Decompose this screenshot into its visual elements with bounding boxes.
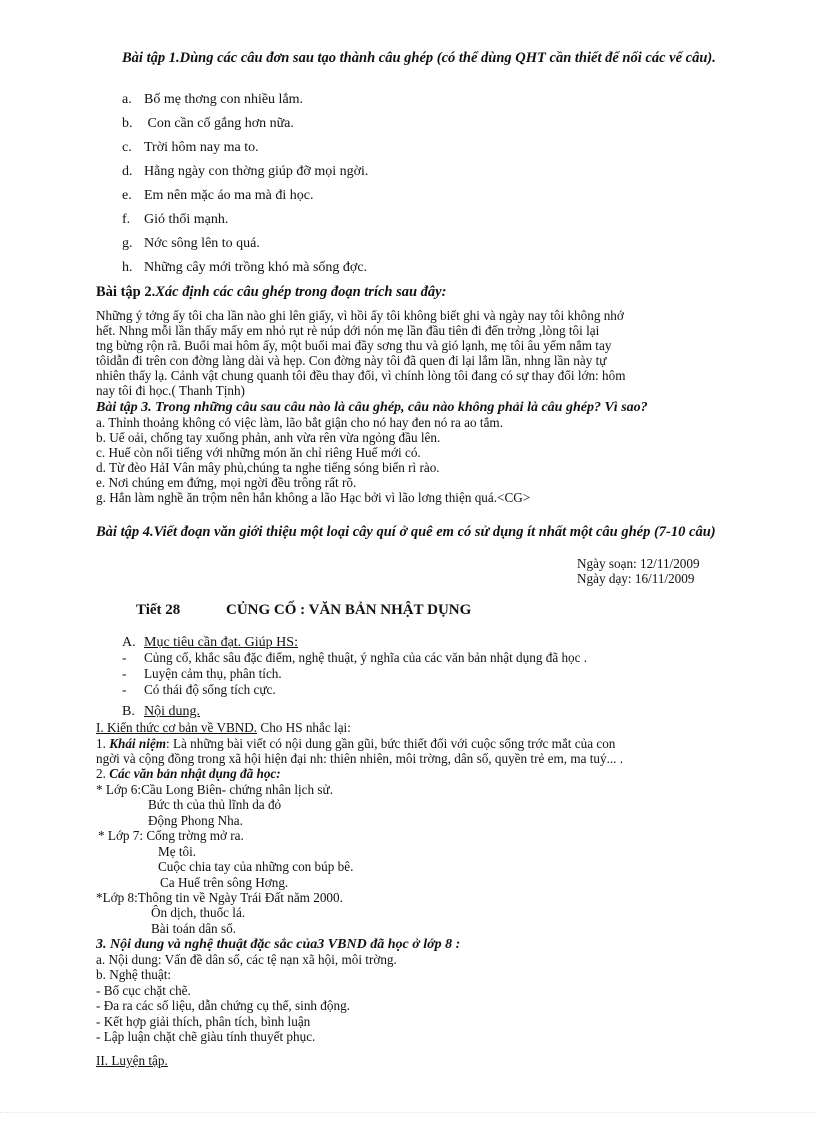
section-marker: B. (122, 704, 135, 719)
section-3-line: a. Nội dung: Vấn đề dân số, các tệ nạn xã hội, môi trờng. (96, 952, 397, 967)
list-item-text: Luyện cảm thụ, phân tích. (144, 666, 282, 681)
list-item (122, 260, 367, 275)
list-marker: h. (122, 260, 133, 275)
list-marker: d. (122, 164, 133, 179)
definition-text: : Là những bài viết có nội dung gần gũi, bức thiết đối với cuộc sống trớc mắt của con (165, 736, 616, 751)
texts-label: Các văn bản nhật dụng đã học: (109, 766, 281, 781)
grade-8-item: Thông tin về Ngày Trái Đất năm 2000. (137, 890, 343, 905)
section-3-line: - Bố cục chặt chẽ. (96, 983, 191, 998)
passage-line: tng bừng rộn rã. Buổi mai hôm ấy, một buổi mai đầy sơng thu và gió lạnh, mẹ tôi âu yếm nắm tay (96, 338, 612, 353)
grade-6-item: Động Phong Nha. (148, 813, 243, 828)
section-3-line: b. Nghệ thuật: (96, 967, 172, 982)
part-1-heading (96, 721, 351, 736)
list-marker: a. (122, 92, 132, 107)
list-marker: b. (122, 116, 133, 131)
page-bottom-divider (0, 1112, 816, 1113)
exercise-3-line: a. Thỉnh thoảng không có việc làm, lão bắt giận cho nó hay đen nó ra ao tắm. (96, 415, 503, 430)
passage-line: hết. Nhng mỗi lần thấy mấy em nhỏ rụt rè núp dới nón mẹ lần đầu tiên đi đến trờng ,lòng tôi lại (96, 323, 600, 338)
list-item (122, 236, 260, 251)
exercise-3-line: e. Nơi chúng em đứng, mọi ngời đều trông rất rõ. (96, 475, 357, 490)
section-heading-text: Nội dung. (144, 704, 200, 719)
list-item-text: Những cây mới trồng khó mà sống đợc. (144, 260, 368, 275)
list-marker: e. (122, 188, 132, 203)
texts-heading (96, 767, 281, 782)
grade-7-item: Cổng trờng mở ra. (143, 828, 244, 843)
lesson-title: CỦNG CỐ : VĂN BẢN NHẬT DỤNG (226, 602, 472, 618)
grade-6-label: * Lớp 6: (96, 782, 142, 797)
list-item (122, 116, 294, 131)
list-item (122, 667, 282, 682)
grade-7-item: Mẹ tôi. (158, 844, 197, 859)
texts-num: 2. (96, 766, 106, 781)
section-3-line: - Kết hợp giải thích, phân tích, bình luận (96, 1014, 311, 1029)
exercise-3-line: b. Uể oải, chống tay xuống phản, anh vừa rên vừa ngỏng đầu lên. (96, 430, 441, 445)
definition-num: 1. (96, 736, 106, 751)
section-3-line: - Đa ra các số liệu, dẫn chứng cụ thể, sinh động. (96, 998, 350, 1013)
grade-7-item: Ca Huế trên sông Hơng. (160, 875, 289, 890)
list-item-text: Gió thổi mạnh. (144, 212, 229, 227)
list-item (122, 92, 303, 107)
list-item (122, 651, 587, 666)
list-item-text: Củng cố, khắc sâu đặc điểm, nghệ thuật, ý nghĩa của các văn bản nhật dụng đã học . (144, 650, 588, 665)
dash-marker: - (122, 650, 127, 665)
exercise-3-title: Bài tập 3. Trong những câu sau câu nào là câu ghép, câu nào không phải là câu ghép? Vì sao? (96, 400, 648, 415)
definition-line: ngời và cộng đồng trong xã hội hiện đại nh: thiên nhiên, môi trờng, dân số, quyền trẻ em, ma tuý... . (96, 751, 624, 766)
exercise-2-title (96, 284, 446, 301)
list-item (122, 164, 368, 179)
part-1-title: I. Kiến thức cơ bản về VBND. (96, 720, 258, 735)
list-marker: c. (122, 140, 132, 155)
grade-6-item: Bức th của thủ lĩnh da đỏ (148, 797, 282, 812)
definition-line (96, 737, 615, 752)
list-marker: g. (122, 236, 133, 251)
list-item-text: Con cần cố gắng hơn nữa. (144, 116, 294, 131)
grade-6-line (96, 783, 333, 798)
grade-8-item: Ôn dịch, thuốc lá. (151, 905, 246, 920)
dash-marker: - (122, 682, 127, 697)
dash-marker: - (122, 666, 127, 681)
lesson-number: Tiết 28 (136, 602, 181, 618)
grade-8-item: Bài toán dân số. (151, 921, 236, 936)
exercise-3-line: c. Huế còn nổi tiếng với những món ăn chỉ riêng Huế mới có. (96, 445, 421, 460)
section-3-title: 3. Nội dung và nghệ thuật đặc sắc của3 VBND đã học ở lớp 8 : (96, 937, 461, 952)
list-item-text: Nớc sông lên to quá. (144, 236, 260, 251)
exercise-1-title: Bài tập 1.Dùng các câu đơn sau tạo thành câu ghép (có thể dùng QHT cần thiết để nối các vế câu). (122, 50, 716, 66)
section-3-line: - Lập luận chặt chẽ giàu tính thuyết phục. (96, 1029, 316, 1044)
grade-6-item: Cầu Long Biên- chứng nhân lịch sử. (141, 782, 334, 797)
section-a-heading (122, 635, 298, 650)
grade-7-line (98, 829, 244, 844)
grade-7-label: * Lớp 7: (98, 828, 144, 843)
list-item (122, 188, 314, 203)
exercise-2-text: Xác định các câu ghép trong đoạn trích sau đây: (155, 284, 447, 300)
part-1-note: Cho HS nhắc lại: (257, 720, 351, 735)
list-item (122, 140, 259, 155)
list-item-text: Có thái độ sống tích cực. (144, 682, 276, 697)
part-2-heading: II. Luyện tập. (96, 1053, 168, 1068)
passage-line: nhiên thấy lạ. Cảnh vật chung quanh tôi đều thay đổi, vì chính lòng tôi đang có sự thay đổi lớn: hôm (96, 368, 626, 383)
list-item-text: Bố mẹ thơng con nhiều lắm. (144, 92, 304, 107)
list-item-text: Hằng ngày con thờng giúp đỡ mọi ngời. (144, 164, 369, 179)
grade-8-label: *Lớp 8: (96, 890, 138, 905)
date-prepared: Ngày soạn: 12/11/2009 (577, 556, 700, 571)
passage-line: nay tôi đi học.( Thanh Tịnh) (96, 383, 245, 398)
section-b-heading (122, 704, 200, 719)
exercise-3-line: g. Hắn làm nghề ăn trộm nên hắn không a lão Hạc bởi vì lão lơng thiện quá.<CG> (96, 490, 531, 505)
definition-label: Khái niệm (109, 736, 166, 751)
list-item-text: Em nên mặc áo ma mà đi học. (144, 188, 314, 203)
list-item-text: Trời hôm nay ma to. (144, 140, 259, 155)
section-heading-text: Mục tiêu cần đạt. Giúp HS: (144, 635, 298, 650)
list-item (122, 683, 276, 698)
passage-line: Những ý tởng ấy tôi cha lần nào ghi lên giấy, vì hồi ấy tôi không biết ghi và ngày nay tôi không nhớ (96, 308, 624, 323)
list-marker: f. (122, 212, 131, 227)
grade-7-item: Cuộc chia tay của những con búp bê. (158, 859, 354, 874)
passage-line: tôidẫn đi trên con đờng làng dài và hẹp. Con đờng này tôi đã quen đi lại lắm lần, nhng lần này tự (96, 353, 607, 368)
exercise-4-title: Bài tập 4.Viết đoạn văn giới thiệu một loại cây quí ở quê em có sử dụng ít nhất một câu ghép (7-10 câu) (96, 524, 716, 540)
list-item (122, 212, 228, 227)
section-marker: A. (122, 635, 136, 650)
exercise-3-line: d. Từ đèo HảI Vân mây phủ,chúng ta nghe tiếng sóng biển rì rào. (96, 460, 440, 475)
grade-8-line (96, 891, 343, 906)
date-taught: Ngày dạy: 16/11/2009 (577, 571, 695, 586)
exercise-2-label: Bài tập 2. (96, 284, 156, 300)
